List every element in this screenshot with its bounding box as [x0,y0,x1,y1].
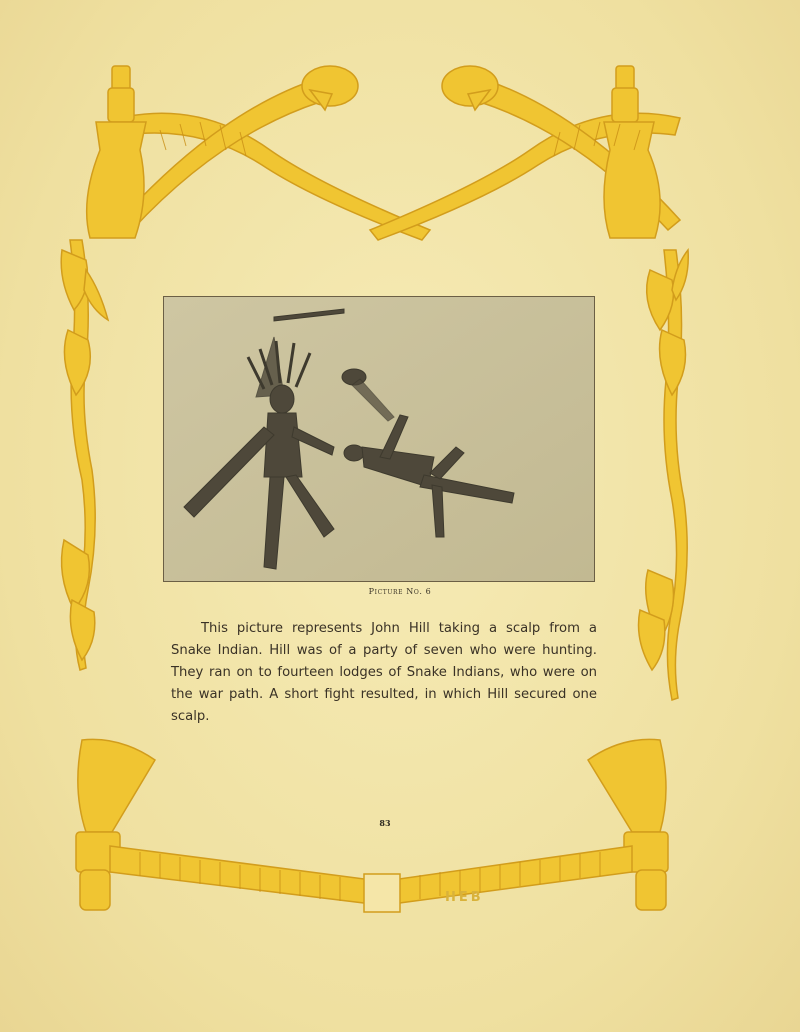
description-paragraph: This picture represents John Hill taking a scalp from a Snake Indian. Hill was of a party of seven who were hunting. They ran on to fourteen lodges of Snake Indians, who were on the war path. A short fight resulted, in which Hill secured one scalp. [171,621,597,724]
page-number: 83 [379,818,391,828]
artist-monogram: HEB [445,890,484,905]
axe-head-icon [588,739,668,910]
illustration-plate [163,296,595,582]
figure-caption: Picture No. 6 [368,587,432,596]
peace-pipe-icon [120,66,680,240]
axe-head-icon [76,739,155,910]
